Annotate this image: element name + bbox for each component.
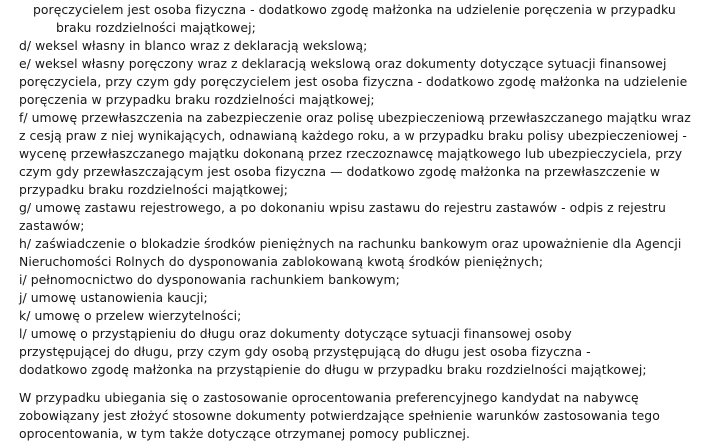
text-line: zobowiązany jest złożyć stosowne dokumenty potwierdzające spełnienie warunków zastosowania tego bbox=[19, 408, 660, 423]
text-line: oprocentowania, w tym także dotyczące otrzymanej pomocy publicznej. bbox=[19, 426, 471, 441]
text-line: poręczyciela, przy czym gdy poręczycielem jest osoba fizyczna - dodatkowo zgodę małżonka na udzielenie bbox=[19, 74, 688, 89]
text-line: przypadku braku rozdzielności majątkowej; bbox=[19, 182, 289, 197]
text-line: j/ umowę ustanowienia kaucji; bbox=[19, 290, 208, 305]
text-line: przystępującej do długu, przy czym gdy osobą przystępującą do długu jest osoba fizyczna - bbox=[19, 344, 591, 359]
text-line: h/ zaświadczenie o blokadzie środków pieniężnych na rachunku bankowym oraz upoważnienie dla Agencji bbox=[19, 236, 682, 251]
text-line: k/ umowę o przelew wierzytelności; bbox=[19, 308, 242, 323]
text-line: dodatkowo zgodę małżonka na przystąpienie do długu w przypadku braku rozdzielności majątkowej; bbox=[19, 362, 647, 377]
text-line: z cesją praw z niej wynikających, odnawianą każdego roku, a w przypadku braku polisy ubezpieczeniowej - bbox=[19, 128, 687, 143]
text-line: poręczycielem jest osoba fizyczna - dodatkowo zgodę małżonka na udzielenie poręczenia w przypadku bbox=[33, 2, 676, 17]
text-line: d/ weksel własny in blanco wraz z deklaracją wekslową; bbox=[19, 38, 368, 53]
text-line: W przypadku ubiegania się o zastosowanie oprocentowania preferencyjnego kandydat na nabywcę bbox=[19, 390, 639, 405]
text-line: Nieruchomości Rolnych do dysponowania zablokowaną kwotą środków pieniężnych; bbox=[19, 254, 544, 269]
text-line: zastawów; bbox=[19, 218, 85, 233]
text-line: f/ umowę przewłaszczenia na zabezpieczenie oraz polisę ubezpieczeniową przewłaszczanego majątku wraz bbox=[19, 110, 691, 125]
text-line: g/ umowę zastawu rejestrowego, a po dokonaniu wpisu zastawu do rejestru zastawów - odpis z rejestru bbox=[19, 200, 666, 215]
text-line: braku rozdzielności majątkowej; bbox=[56, 20, 256, 35]
text-line: l/ umowę o przystąpieniu do długu oraz dokumenty dotyczące sytuacji finansowej osoby bbox=[19, 326, 572, 341]
text-line: wycenę przewłaszczanego majątku dokonaną przez rzeczoznawcę majątkowego lub ubezpieczyciela, przy bbox=[19, 146, 683, 161]
text-line: czym gdy przewłaszczającym jest osoba fizyczna — dodatkowo zgodę małżonka na przewłaszczenie w bbox=[19, 164, 661, 179]
text-line: e/ weksel własny poręczony wraz z deklaracją wekslową oraz dokumenty dotyczące sytuacji finansowej bbox=[19, 56, 667, 71]
text-line: poręczenia w przypadku braku rozdzielności majątkowej; bbox=[19, 92, 375, 107]
text-line: i/ pełnomocnictwo do dysponowania rachunkiem bankowym; bbox=[19, 272, 400, 287]
